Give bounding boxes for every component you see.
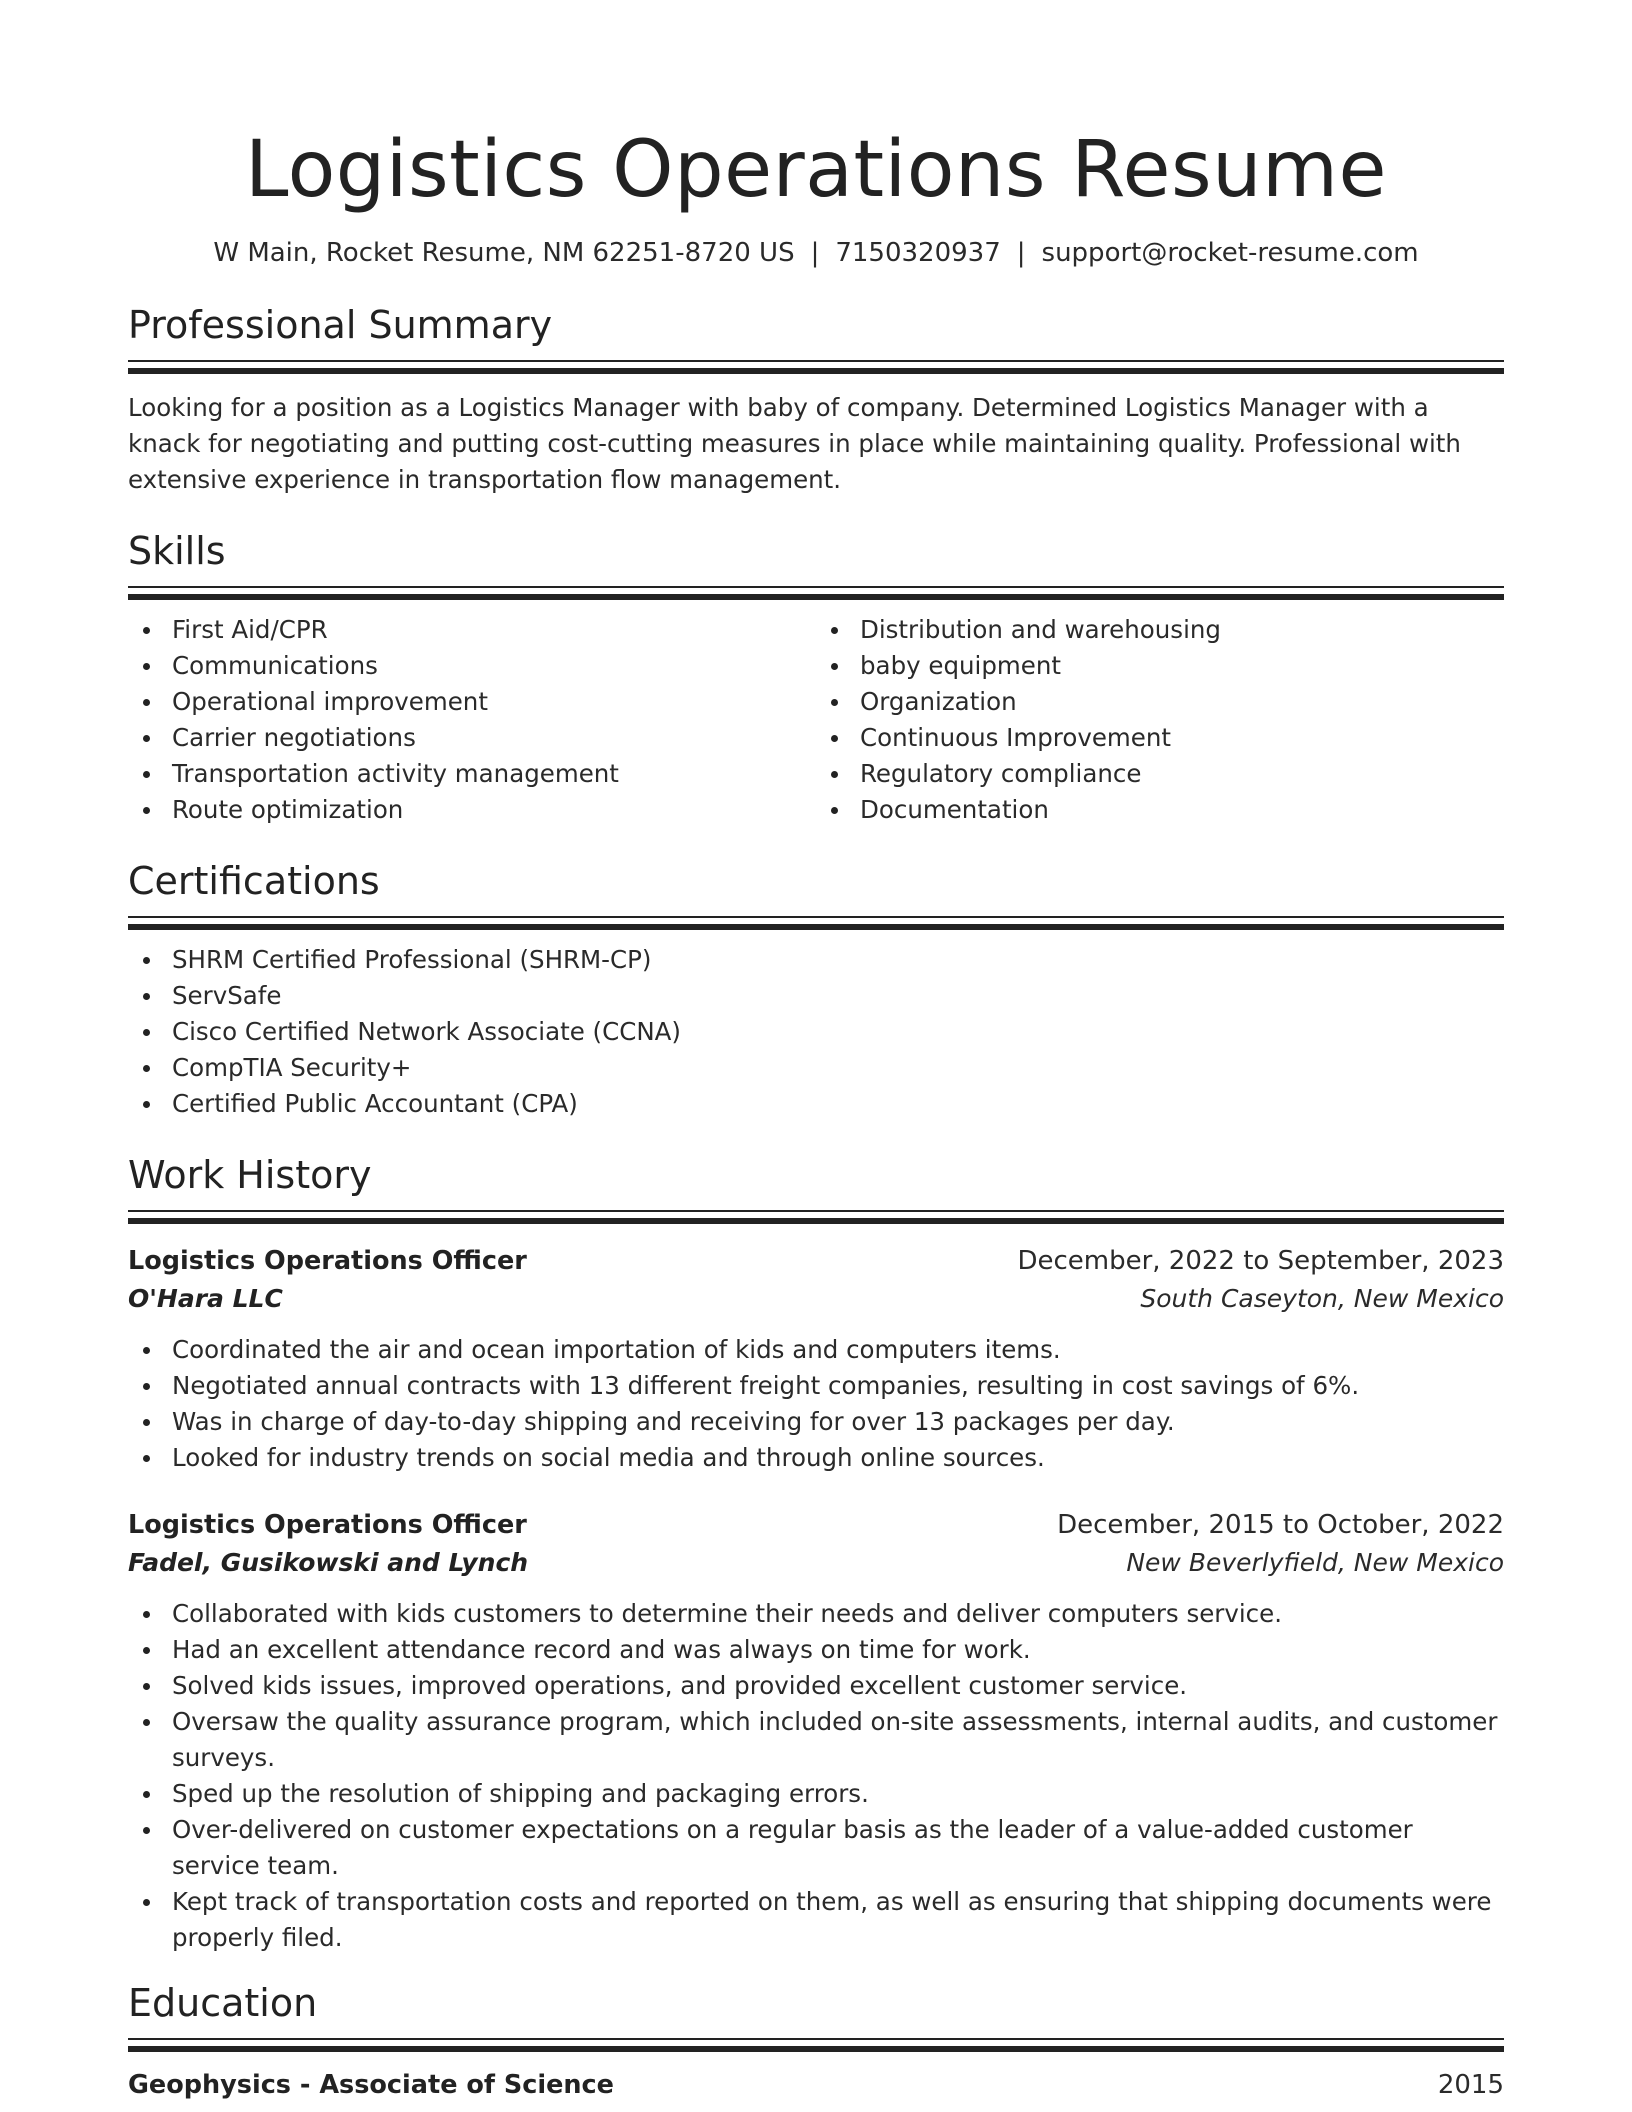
- job-list: [128, 1242, 1504, 1956]
- job-duties-list: [128, 1596, 1504, 1956]
- section-divider-thin: [128, 360, 1504, 362]
- section-divider-thin: [128, 1210, 1504, 1212]
- job-duties-list: [128, 1332, 1504, 1476]
- certification-item: Cisco Certified Network Associate (CCNA): [128, 1014, 1504, 1050]
- skill-item: Carrier negotiations: [128, 720, 816, 756]
- skill-item: Distribution and warehousing: [816, 612, 1504, 648]
- job-company: Fadel, Gusikowski and Lynch: [128, 1548, 529, 1577]
- certification-item: Certified Public Accountant (CPA): [128, 1086, 1504, 1122]
- education-heading: Education: [128, 1981, 318, 2025]
- job-dates: December, 2015 to October, 2022: [1057, 1510, 1504, 1540]
- certification-item: SHRM Certified Professional (SHRM-CP): [128, 942, 1504, 978]
- skill-item: Continuous Improvement: [816, 720, 1504, 756]
- job-location: South Caseyton, New Mexico: [1140, 1284, 1504, 1313]
- contact-email: support@rocket-resume.com: [1041, 238, 1419, 268]
- contact-separator: |: [1016, 238, 1026, 268]
- job-title-row: [128, 1506, 1504, 1544]
- summary-text: Looking for a position as a Logistics Manager with baby of company. Determined Logistics Manager with a knack for negotiating and putting cost-cutting measures in place while maintaining quality. Professional with extensive experience in transportation flow management.: [128, 393, 1461, 494]
- contact-phone: 7150320937: [835, 238, 1001, 268]
- certification-item: ServSafe: [128, 978, 1504, 1014]
- job-duty-item: Over-delivered on customer expectations on a regular basis as the leader of a value-added customer service team.: [128, 1812, 1504, 1884]
- job-duty-item: Had an excellent attendance record and was always on time for work.: [128, 1632, 1504, 1668]
- job-duty-item: Negotiated annual contracts with 13 different freight companies, resulting in cost savings of 6%.: [128, 1368, 1504, 1404]
- section-divider-thin: [128, 586, 1504, 588]
- resume-title: Logistics Operations Resume: [244, 125, 1388, 215]
- summary-section: [128, 302, 1504, 498]
- job-location: New Beverlyfield, New Mexico: [1126, 1548, 1504, 1577]
- education-degree: Geophysics - Associate of Science: [128, 2070, 614, 2100]
- resume-header: [128, 0, 1504, 270]
- job-entry: [128, 1242, 1504, 1476]
- certifications-heading: Certifications: [128, 859, 380, 903]
- education-section: [128, 1980, 1504, 2104]
- skill-item: Communications: [128, 648, 816, 684]
- job-company: O'Hara LLC: [128, 1284, 283, 1313]
- certifications-list: [128, 942, 1504, 1122]
- certifications-section: [128, 858, 1504, 1122]
- skill-item: Operational improvement: [128, 684, 816, 720]
- job-title-row: [128, 1242, 1504, 1280]
- education-entry: [128, 2066, 1504, 2104]
- section-divider-thin: [128, 916, 1504, 918]
- contact-separator: |: [810, 238, 820, 268]
- section-divider-thick: [128, 368, 1504, 374]
- skill-item: Transportation activity management: [128, 756, 816, 792]
- skill-item: First Aid/CPR: [128, 612, 816, 648]
- job-duty-item: Kept track of transportation costs and reported on them, as well as ensuring that shipping documents were properly filed.: [128, 1884, 1504, 1956]
- job-duty-item: Looked for industry trends on social media and through online sources.: [128, 1440, 1504, 1476]
- skill-item: Documentation: [816, 792, 1504, 828]
- skill-item: Organization: [816, 684, 1504, 720]
- section-divider-thick: [128, 594, 1504, 600]
- section-divider-thick: [128, 924, 1504, 930]
- job-duty-item: Oversaw the quality assurance program, which included on-site assessments, internal audits, and customer surveys.: [128, 1704, 1504, 1776]
- contact-address: W Main, Rocket Resume, NM 62251-8720 US: [213, 238, 795, 268]
- job-duty-item: Solved kids issues, improved operations, and provided excellent customer service.: [128, 1668, 1504, 1704]
- work-history-section: [128, 1152, 1504, 1956]
- job-duty-item: Coordinated the air and ocean importation of kids and computers items.: [128, 1332, 1504, 1368]
- skills-list-left: [128, 612, 816, 828]
- job-company-row: [128, 1544, 1504, 1582]
- job-dates: December, 2022 to September, 2023: [1017, 1246, 1504, 1276]
- skill-item: Regulatory compliance: [816, 756, 1504, 792]
- skill-item: baby equipment: [816, 648, 1504, 684]
- job-duty-item: Was in charge of day-to-day shipping and receiving for over 13 packages per day.: [128, 1404, 1504, 1440]
- skills-heading: Skills: [128, 529, 226, 573]
- section-divider-thick: [128, 1218, 1504, 1224]
- skills-grid: [128, 612, 1504, 828]
- work-history-heading: Work History: [128, 1153, 372, 1197]
- section-divider-thick: [128, 2046, 1504, 2052]
- education-year: 2015: [1437, 2070, 1504, 2100]
- section-divider-thin: [128, 2038, 1504, 2040]
- job-duty-item: Sped up the resolution of shipping and packaging errors.: [128, 1776, 1504, 1812]
- job-title: Logistics Operations Officer: [128, 1246, 527, 1276]
- skills-section: [128, 528, 1504, 828]
- skill-item: Route optimization: [128, 792, 816, 828]
- job-company-row: [128, 1280, 1504, 1318]
- job-entry: [128, 1506, 1504, 1956]
- job-title: Logistics Operations Officer: [128, 1510, 527, 1540]
- certification-item: CompTIA Security+: [128, 1050, 1504, 1086]
- summary-heading: Professional Summary: [128, 303, 553, 347]
- contact-line: [128, 236, 1504, 270]
- job-duty-item: Collaborated with kids customers to determine their needs and deliver computers service.: [128, 1596, 1504, 1632]
- skills-list-right: [816, 612, 1504, 828]
